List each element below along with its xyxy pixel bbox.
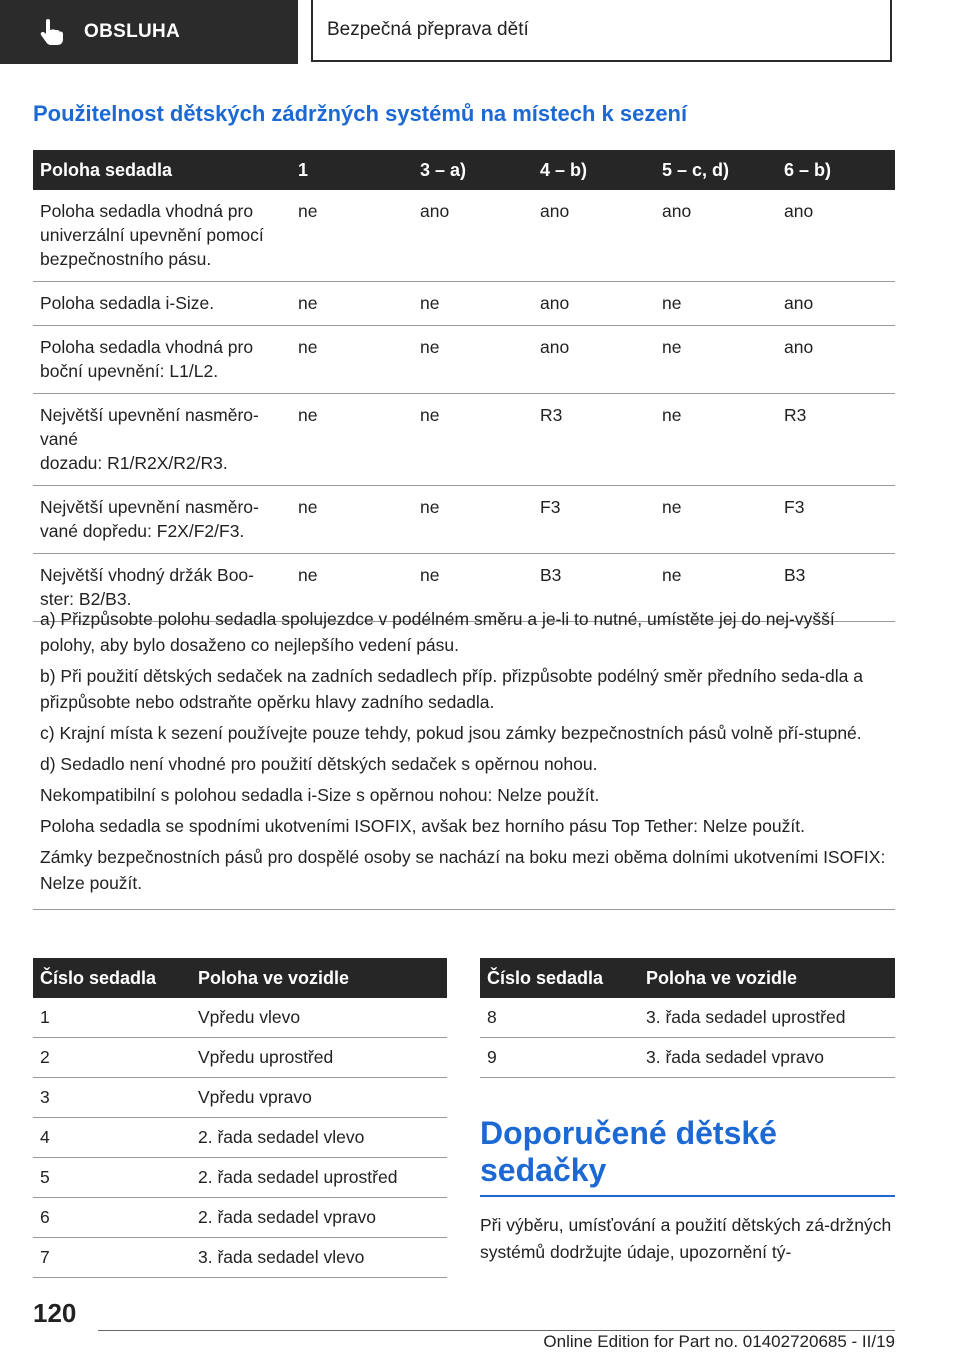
table-cell: ne — [291, 554, 413, 622]
table-cell: ne — [413, 486, 533, 554]
chapter-title-box — [311, 0, 892, 62]
seat-number: 6 — [33, 1198, 191, 1238]
seat-position: 3. řada sedadel uprostřed — [639, 998, 895, 1038]
seat-position: 2. řada sedadel vlevo — [191, 1118, 447, 1158]
table-row — [33, 282, 895, 326]
seat-position: 3. řada sedadel vlevo — [191, 1238, 447, 1278]
footer-edition: Online Edition for Part no. 01402720685 - II/19 — [543, 1332, 895, 1351]
seat-position: Vpředu vlevo — [191, 998, 447, 1038]
footnote: Poloha sedadla se spodními ukotveními ISOFIX, avšak bez horního pásu Top Tether: Nelze použít. — [40, 816, 805, 836]
seat-number: 9 — [480, 1038, 639, 1078]
table-row — [33, 394, 895, 486]
column-header: 1 — [291, 150, 413, 190]
seat-number: 7 — [33, 1238, 191, 1278]
table-row — [33, 998, 447, 1038]
table-cell: ne — [413, 326, 533, 394]
seat-position: 2. řada sedadel uprostřed — [191, 1158, 447, 1198]
seat-number: 3 — [33, 1078, 191, 1118]
footnote: a) Přizpůsobte polohu sedadla spolujezdce v podélném směru a je-li to nutné, umístěte jej do nej-vyšší polohy, aby bylo dosaženo co nejlepšího vedení pásu. — [40, 609, 835, 655]
seat-number: 2 — [33, 1038, 191, 1078]
table-cell: ano — [777, 326, 895, 394]
seat-position: 2. řada sedadel vpravo — [191, 1198, 447, 1238]
table-row — [480, 998, 895, 1038]
table-cell: F3 — [533, 486, 655, 554]
table-cell: ano — [533, 326, 655, 394]
table-cell: ne — [291, 326, 413, 394]
table-row — [33, 1238, 447, 1278]
table-cell: Největší upevnění nasměro-vané dopředu: F2X/F2/F3. — [33, 486, 291, 554]
hand-pointer-icon — [40, 19, 64, 45]
table-cell: ano — [777, 190, 895, 282]
column-header: 5 – c, d) — [655, 150, 777, 190]
seat-position: Vpředu vpravo — [191, 1078, 447, 1118]
table-cell: Největší upevnění nasměro-vané dozadu: R1/R2X/R2/R3. — [33, 394, 291, 486]
table-cell: ano — [655, 190, 777, 282]
footnote: c) Krajní místa k sezení používejte pouze tehdy, pokud jsou zámky bezpečnostních pásů volně pří-stupné. — [40, 723, 862, 743]
footnote: d) Sedadlo není vhodné pro použití dětských sedaček s opěrnou nohou. — [40, 754, 598, 774]
table-cell: ne — [655, 326, 777, 394]
table-cell: ano — [413, 190, 533, 282]
section-tab — [0, 0, 298, 64]
section-title: Doporučené dětské sedačky — [480, 1115, 895, 1197]
table-cell: ne — [655, 394, 777, 486]
column-header: Poloha sedadla — [33, 150, 291, 190]
footnote: Zámky bezpečnostních pásů pro dospělé osoby se nachází na boku mezi oběma dolními ukotveními ISOFIX: Nelze použít. — [40, 847, 886, 893]
table-header-row — [33, 958, 447, 998]
table-cell: ne — [413, 282, 533, 326]
table-cell: R3 — [533, 394, 655, 486]
footnotes — [33, 606, 895, 910]
column-header: Poloha ve vozidle — [639, 958, 895, 998]
table-cell: ne — [655, 554, 777, 622]
page-number: 120 — [33, 1298, 77, 1328]
table-cell: ne — [291, 190, 413, 282]
table-cell: ano — [777, 282, 895, 326]
table-cell: ne — [291, 282, 413, 326]
table-header-row — [480, 958, 895, 998]
table-cell: Poloha sedadla i-Size. — [33, 282, 291, 326]
table-cell: ne — [655, 282, 777, 326]
column-header: 3 – a) — [413, 150, 533, 190]
table-cell: ne — [413, 554, 533, 622]
table-row — [33, 190, 895, 282]
table-row — [33, 1118, 447, 1158]
table-cell: F3 — [777, 486, 895, 554]
section-label: OBSLUHA — [84, 21, 181, 42]
table-row — [33, 1198, 447, 1238]
table-row — [33, 326, 895, 394]
seat-number-table-right — [480, 958, 895, 1078]
seat-position: 3. řada sedadel vpravo — [639, 1038, 895, 1078]
usability-table — [33, 150, 895, 622]
column-header: Číslo sedadla — [480, 958, 639, 998]
table-cell: ne — [655, 486, 777, 554]
table-row — [480, 1038, 895, 1078]
seat-number: 1 — [33, 998, 191, 1038]
table-cell: B3 — [777, 554, 895, 622]
table-cell: ne — [291, 394, 413, 486]
table-cell: ano — [533, 190, 655, 282]
seat-number-table-left — [33, 958, 447, 1278]
footnote: Nekompatibilní s polohou sedadla i-Size s opěrnou nohou: Nelze použít. — [40, 785, 600, 805]
seat-number: 5 — [33, 1158, 191, 1198]
column-header: Číslo sedadla — [33, 958, 191, 998]
table-cell: B3 — [533, 554, 655, 622]
table-cell: Největší vhodný držák Boo-ster: B2/B3. — [33, 554, 291, 622]
table-cell: Poloha sedadla vhodná pro univerzální upevnění pomocí bezpečnostního pásu. — [33, 190, 291, 282]
table-header-row — [33, 150, 895, 190]
table-row — [33, 486, 895, 554]
footnote: b) Při použití dětských sedaček na zadních sedadlech příp. přizpůsobte podélný směr předního seda-dla a přizpůsobte nebo odstraňte opěrku hlavy zadního sedadla. — [40, 666, 863, 712]
table-cell: R3 — [777, 394, 895, 486]
table-row — [33, 1038, 447, 1078]
page-heading: Použitelnost dětských zádržných systémů na místech k sezení — [33, 101, 688, 126]
body-paragraph: Při výběru, umísťování a použití dětských zá-držných systémů dodržujte údaje, upozornění tý- — [480, 1215, 892, 1262]
column-header: 6 – b) — [777, 150, 895, 190]
table-cell: ne — [291, 486, 413, 554]
table-row — [33, 1078, 447, 1118]
table-row — [33, 1158, 447, 1198]
seat-number: 8 — [480, 998, 639, 1038]
table-cell: Poloha sedadla vhodná pro boční upevnění: L1/L2. — [33, 326, 291, 394]
seat-position: Vpředu uprostřed — [191, 1038, 447, 1078]
column-header: Poloha ve vozidle — [191, 958, 447, 998]
chapter-title: Bezpečná přeprava dětí — [327, 19, 529, 40]
seat-number: 4 — [33, 1118, 191, 1158]
table-cell: ne — [413, 394, 533, 486]
table-cell: ano — [533, 282, 655, 326]
column-header: 4 – b) — [533, 150, 655, 190]
footer-divider — [98, 1330, 895, 1331]
